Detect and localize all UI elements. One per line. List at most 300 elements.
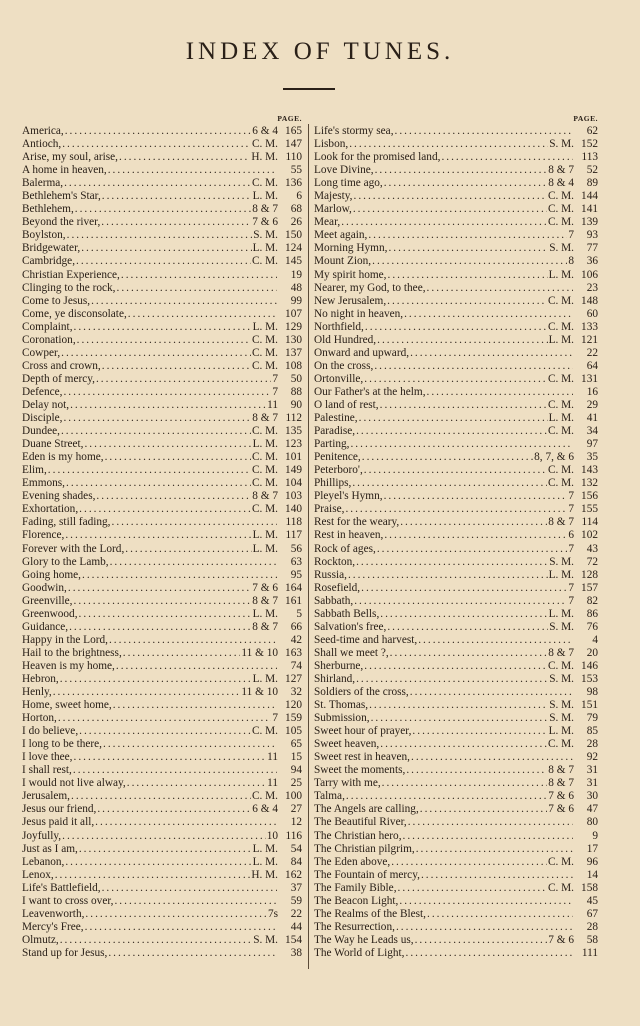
- tune-name: Sherburne,: [314, 659, 364, 672]
- leader-dots: [74, 751, 267, 764]
- index-entry: [22, 438, 302, 451]
- leader-dots: [361, 582, 567, 595]
- tune-name: Sweet the moments,: [314, 764, 406, 777]
- tune-name: The Way he Leads us,: [314, 933, 414, 946]
- index-entry: [314, 764, 598, 777]
- leader-dots: [64, 177, 251, 190]
- page-number: 129: [285, 320, 302, 333]
- leader-dots: [74, 595, 252, 608]
- index-entry: [314, 503, 598, 516]
- leader-dots: [352, 477, 547, 490]
- tune-name: Florence,: [22, 529, 65, 542]
- tune-meter: 7 & 6: [252, 581, 278, 594]
- tune-name: Morning Hymn,: [314, 242, 388, 255]
- index-entry: [314, 190, 598, 203]
- tune-meter: L. M.: [252, 607, 278, 620]
- page-number: 143: [581, 464, 598, 477]
- index-entry: [22, 647, 302, 660]
- page-number: 144: [581, 190, 598, 203]
- tune-meter: 8, 7, & 6: [534, 451, 574, 464]
- tune-name: Cowper,: [22, 346, 61, 359]
- leader-dots: [62, 138, 251, 151]
- index-entry: [314, 725, 598, 738]
- index-entry: [22, 686, 302, 699]
- tune-name: Meet again,: [314, 229, 368, 242]
- index-entry: [22, 203, 302, 216]
- page-number: 152: [581, 138, 598, 151]
- tune-meter: L. M.: [252, 542, 278, 555]
- index-entry: [314, 321, 598, 334]
- index-entry: [314, 164, 598, 177]
- page-number: 107: [285, 307, 302, 320]
- index-entry: [314, 673, 598, 686]
- leader-dots: [384, 490, 568, 503]
- index-entry: [314, 882, 598, 895]
- page-number: 135: [285, 425, 302, 438]
- index-entry: [314, 738, 598, 751]
- page-number: 127: [285, 672, 302, 685]
- tune-name: Dundee,: [22, 425, 60, 438]
- tune-name: I want to cross over,: [22, 894, 114, 907]
- page-number: 14: [586, 868, 598, 881]
- tune-name: America,: [22, 125, 64, 137]
- index-entry: [22, 490, 302, 503]
- leader-dots: [410, 347, 573, 360]
- leader-dots: [375, 164, 548, 177]
- page-number: 153: [581, 672, 598, 685]
- tune-meter: 7: [568, 542, 574, 555]
- index-entry: [314, 869, 598, 882]
- leader-dots: [427, 908, 573, 921]
- page-number: 42: [290, 633, 302, 646]
- page-number: 128: [581, 568, 598, 581]
- page-number: 101: [285, 451, 302, 464]
- tune-meter: 7 & 6: [548, 803, 574, 816]
- tune-name: Praise,: [314, 503, 345, 516]
- page-number: 15: [290, 751, 302, 764]
- index-entry: [314, 595, 598, 608]
- leader-dots: [416, 843, 573, 856]
- tune-name: Mercy's Free,: [22, 920, 84, 933]
- page-number: 157: [581, 581, 598, 594]
- tune-meter: 8 & 7: [252, 620, 278, 633]
- tune-name: Olmutz,: [22, 933, 59, 946]
- tune-meter: 7: [568, 490, 574, 503]
- index-entry: [314, 830, 598, 843]
- leader-dots: [374, 360, 573, 373]
- page-number: 130: [285, 333, 302, 346]
- tune-meter: S. M.: [253, 933, 278, 946]
- tune-meter: H. M.: [251, 151, 278, 164]
- leader-dots: [77, 334, 251, 347]
- leader-dots: [384, 177, 548, 190]
- page-number: 131: [581, 372, 598, 385]
- tune-name: Onward and upward,: [314, 346, 410, 359]
- page-number: 44: [290, 920, 302, 933]
- leader-dots: [55, 869, 251, 882]
- page-number: 114: [581, 516, 598, 529]
- tune-name: Going home,: [22, 568, 81, 581]
- index-entry: [314, 947, 598, 960]
- tune-name: Christian Experience,: [22, 268, 120, 281]
- tune-name: Sabbath Bells,: [314, 607, 380, 620]
- page-number: 16: [586, 385, 598, 398]
- leader-dots: [348, 569, 548, 582]
- page-number: 59: [290, 894, 302, 907]
- page-number: 77: [586, 242, 598, 255]
- tune-meter: L. M.: [548, 333, 574, 346]
- page-number: 67: [586, 907, 598, 920]
- index-entry: [22, 843, 302, 856]
- page-number: 41: [586, 412, 598, 425]
- tune-name: Rosefield,: [314, 581, 361, 594]
- tune-meter: S. M.: [549, 699, 574, 712]
- leader-dots: [73, 764, 277, 777]
- tune-name: Paradise,: [314, 425, 356, 438]
- index-entry: [314, 464, 598, 477]
- tune-meter: 7s: [267, 907, 278, 920]
- page-number: 56: [290, 542, 302, 555]
- tune-meter: C. M.: [251, 503, 278, 516]
- tune-meter: 8 & 4: [548, 177, 574, 190]
- index-entry: [314, 229, 598, 242]
- index-entry: [314, 177, 598, 190]
- page-number: 35: [586, 451, 598, 464]
- tune-name: I shall rest,: [22, 764, 72, 777]
- page-number: 146: [581, 659, 598, 672]
- index-entry: [22, 856, 302, 869]
- tune-meter: C. M.: [547, 190, 574, 203]
- index-entry: [22, 529, 302, 542]
- tune-name: Happy in the Lord,: [22, 633, 108, 646]
- index-entry: [314, 660, 598, 673]
- tune-name: Long time ago,: [314, 177, 383, 190]
- leader-dots: [65, 529, 251, 542]
- page-number: 85: [586, 725, 598, 738]
- tune-name: Parting,: [314, 438, 350, 451]
- tune-meter: L. M.: [252, 320, 278, 333]
- tune-name: Glory to the Lamb,: [22, 555, 109, 568]
- index-entry: [314, 203, 598, 216]
- leader-dots: [63, 412, 251, 425]
- tune-meter: S. M.: [549, 712, 574, 725]
- index-entry: [22, 151, 302, 164]
- index-entry: [22, 908, 302, 921]
- tune-name: Fading, still fading,: [22, 516, 111, 529]
- index-entry: [22, 803, 302, 816]
- tune-name: Jesus our friend,: [22, 803, 97, 816]
- tune-meter: 8 & 7: [548, 646, 574, 659]
- tune-name: Arise, my soul, arise,: [22, 151, 119, 164]
- leader-dots: [70, 399, 266, 412]
- leader-dots: [399, 895, 573, 908]
- leader-dots: [403, 830, 573, 843]
- index-entry: [314, 308, 598, 321]
- tune-meter: C. M.: [547, 738, 574, 751]
- leader-dots: [96, 373, 271, 386]
- tune-meter: C. M.: [547, 203, 574, 216]
- leader-dots: [81, 242, 251, 255]
- index-entry: [22, 582, 302, 595]
- tune-name: Mount Zion,: [314, 255, 372, 268]
- tune-name: Leavenworth,: [22, 907, 85, 920]
- page-number: 58: [586, 933, 598, 946]
- leader-dots: [117, 282, 277, 295]
- title-rule: [283, 88, 335, 90]
- page-number: 111: [581, 946, 598, 959]
- tune-name: Defence,: [22, 385, 63, 398]
- tune-name: Emmons,: [22, 477, 65, 490]
- leader-dots: [91, 295, 277, 308]
- index-entry: [314, 451, 598, 464]
- page-number: 92: [586, 751, 598, 764]
- index-entry: [314, 360, 598, 373]
- tune-name: Marlow,: [314, 203, 352, 216]
- index-entry: [22, 764, 302, 777]
- leader-dots: [101, 216, 251, 229]
- index-entry: [314, 242, 598, 255]
- tune-name: Life's stormy sea,: [314, 125, 394, 137]
- index-entry: [22, 660, 302, 673]
- index-entry: [314, 282, 598, 295]
- tune-meter: L. M.: [252, 438, 278, 451]
- tune-meter: C. M.: [251, 790, 278, 803]
- tune-meter: C. M.: [547, 372, 574, 385]
- index-entry: [22, 177, 302, 190]
- page-number: 90: [290, 398, 302, 411]
- tune-meter: 11: [267, 777, 278, 790]
- index-entry: [22, 738, 302, 751]
- tune-name: Hail to the brightness,: [22, 646, 122, 659]
- page-number: 162: [285, 868, 302, 881]
- tune-name: Northfield,: [314, 320, 364, 333]
- index-entry: [314, 125, 598, 138]
- page-number: 124: [285, 242, 302, 255]
- leader-dots: [421, 869, 573, 882]
- tune-name: Coronation,: [22, 333, 76, 346]
- leader-dots: [364, 464, 547, 477]
- tune-meter: 7: [272, 385, 278, 398]
- leader-dots: [427, 386, 573, 399]
- leader-dots: [372, 255, 567, 268]
- leader-dots: [53, 686, 241, 699]
- leader-dots: [108, 947, 277, 960]
- tune-name: The Christian hero,: [314, 829, 402, 842]
- index-entry: [22, 138, 302, 151]
- page-number: 22: [586, 346, 598, 359]
- leader-dots: [66, 477, 251, 490]
- tune-name: Seed-time and harvest,: [314, 633, 418, 646]
- index-entry: [22, 712, 302, 725]
- page-number: 158: [581, 881, 598, 894]
- tune-name: The Fountain of mercy,: [314, 868, 420, 881]
- index-entry: [314, 921, 598, 934]
- index-entry: [314, 151, 598, 164]
- tune-name: Antioch,: [22, 138, 62, 151]
- tune-name: Guidance,: [22, 620, 69, 633]
- tune-name: Henly,: [22, 686, 52, 699]
- leader-dots: [364, 660, 547, 673]
- leader-dots: [404, 308, 573, 321]
- index-entry: [314, 634, 598, 647]
- index-entry: [314, 712, 598, 725]
- tune-meter: 7 & 6: [252, 216, 278, 229]
- tune-meter: C. M.: [251, 346, 278, 359]
- index-entry: [22, 125, 302, 138]
- page-number: 80: [586, 816, 598, 829]
- tune-name: Come, ye disconsolate,: [22, 307, 127, 320]
- page-number: 132: [581, 477, 598, 490]
- index-entry: [22, 295, 302, 308]
- tune-name: A home in heaven,: [22, 164, 107, 177]
- index-entry: [314, 856, 598, 869]
- leader-dots: [127, 777, 266, 790]
- leader-dots: [406, 764, 547, 777]
- leader-dots: [62, 830, 266, 843]
- page-number: 151: [581, 699, 598, 712]
- index-entry: [314, 569, 598, 582]
- index-entry: [314, 790, 598, 803]
- page-number: 60: [586, 307, 598, 320]
- tune-name: Lisbon,: [314, 138, 349, 151]
- leader-dots: [427, 282, 573, 295]
- tune-meter: C. M.: [547, 855, 574, 868]
- tune-meter: C. M.: [547, 659, 574, 672]
- index-entry: [22, 921, 302, 934]
- page-number: 136: [285, 177, 302, 190]
- tune-meter: 10: [266, 829, 278, 842]
- tune-meter: 8 & 7: [548, 164, 574, 177]
- page-number: 45: [586, 894, 598, 907]
- tune-name: Mear,: [314, 216, 341, 229]
- tune-name: Sweet heaven,: [314, 738, 380, 751]
- tune-name: Home, sweet home,: [22, 699, 112, 712]
- leader-dots: [79, 503, 251, 516]
- page-number: 106: [581, 268, 598, 281]
- tune-meter: S. M.: [549, 555, 574, 568]
- page-number: 82: [586, 594, 598, 607]
- tune-meter: 11: [267, 751, 278, 764]
- index-entry: [22, 282, 302, 295]
- page-number: 68: [290, 203, 302, 216]
- tune-meter: L. M.: [548, 268, 574, 281]
- page-number: 27: [290, 803, 302, 816]
- index-entry: [314, 895, 598, 908]
- tune-meter: C. M.: [547, 320, 574, 333]
- page-number: 159: [285, 712, 302, 725]
- tune-meter: S. M.: [549, 672, 574, 685]
- page-number: 5: [296, 607, 302, 620]
- leader-dots: [128, 308, 277, 321]
- tune-name: Life's Battlefield,: [22, 881, 101, 894]
- leader-dots: [354, 190, 547, 203]
- page-number: 108: [285, 359, 302, 372]
- page-number: 4: [592, 633, 598, 646]
- leader-dots: [412, 725, 547, 738]
- tune-name: Forever with the Lord,: [22, 542, 125, 555]
- tune-name: Balerma,: [22, 177, 64, 190]
- index-entry: [314, 516, 598, 529]
- tune-name: Penitence,: [314, 451, 361, 464]
- page-number: 23: [586, 281, 598, 294]
- tune-name: The World of Light,: [314, 946, 405, 959]
- tune-meter: 7: [272, 372, 278, 385]
- tune-name: Elim,: [22, 464, 47, 477]
- tune-name: The Christian pilgrim,: [314, 842, 415, 855]
- index-entry: [22, 777, 302, 790]
- index-entry: [314, 699, 598, 712]
- leader-dots: [58, 712, 272, 725]
- leader-dots: [74, 321, 252, 334]
- page-number: 37: [290, 881, 302, 894]
- tune-meter: 7: [568, 581, 574, 594]
- index-entry: [22, 673, 302, 686]
- tune-name: Lenox,: [22, 868, 54, 881]
- tune-name: Rock of ages,: [314, 542, 376, 555]
- page-number: 98: [586, 686, 598, 699]
- index-entry: [22, 556, 302, 569]
- leader-dots: [96, 490, 251, 503]
- page-number: 26: [290, 216, 302, 229]
- page-number: 112: [285, 412, 302, 425]
- index-entry: [314, 477, 598, 490]
- tune-name: Complaint,: [22, 320, 73, 333]
- leader-dots: [113, 699, 277, 712]
- index-entry: [22, 308, 302, 321]
- index-entry: [314, 347, 598, 360]
- index-entry: [22, 947, 302, 960]
- leader-dots: [71, 790, 251, 803]
- tune-name: I do believe,: [22, 725, 79, 738]
- index-entry: [22, 595, 302, 608]
- index-entry: [314, 386, 598, 399]
- page-number: 55: [290, 164, 302, 177]
- leader-dots: [356, 425, 547, 438]
- page-number: 76: [586, 620, 598, 633]
- page-number: 17: [586, 842, 598, 855]
- page-number: 150: [285, 229, 302, 242]
- index-entry: [22, 269, 302, 282]
- page-number: 165: [285, 125, 302, 137]
- tune-meter: 8 & 7: [548, 764, 574, 777]
- index-entry: [22, 334, 302, 347]
- right-page-label: PAGE.: [573, 114, 598, 123]
- tune-meter: 6 & 4: [252, 803, 278, 816]
- leader-dots: [65, 125, 252, 138]
- page-number: 86: [586, 607, 598, 620]
- leader-dots: [60, 673, 252, 686]
- index-entry: [314, 686, 598, 699]
- right-column: [314, 112, 598, 960]
- leader-dots: [420, 803, 547, 816]
- leader-dots: [408, 816, 573, 829]
- page-number: 63: [290, 555, 302, 568]
- tune-name: Eden is my home,: [22, 451, 104, 464]
- page-number: 103: [285, 490, 302, 503]
- tune-meter: 8 & 7: [252, 203, 278, 216]
- tune-meter: 11 & 10: [241, 646, 278, 659]
- leader-dots: [84, 438, 251, 451]
- leader-dots: [109, 634, 277, 647]
- tune-meter: C. M.: [251, 177, 278, 190]
- tune-name: Soldiers of the cross,: [314, 686, 409, 699]
- index-entry: [22, 229, 302, 242]
- tune-name: The Beacon Light,: [314, 894, 399, 907]
- leader-dots: [61, 425, 251, 438]
- page-number: 28: [586, 738, 598, 751]
- page-number: 94: [290, 764, 302, 777]
- page-number: 117: [285, 529, 302, 542]
